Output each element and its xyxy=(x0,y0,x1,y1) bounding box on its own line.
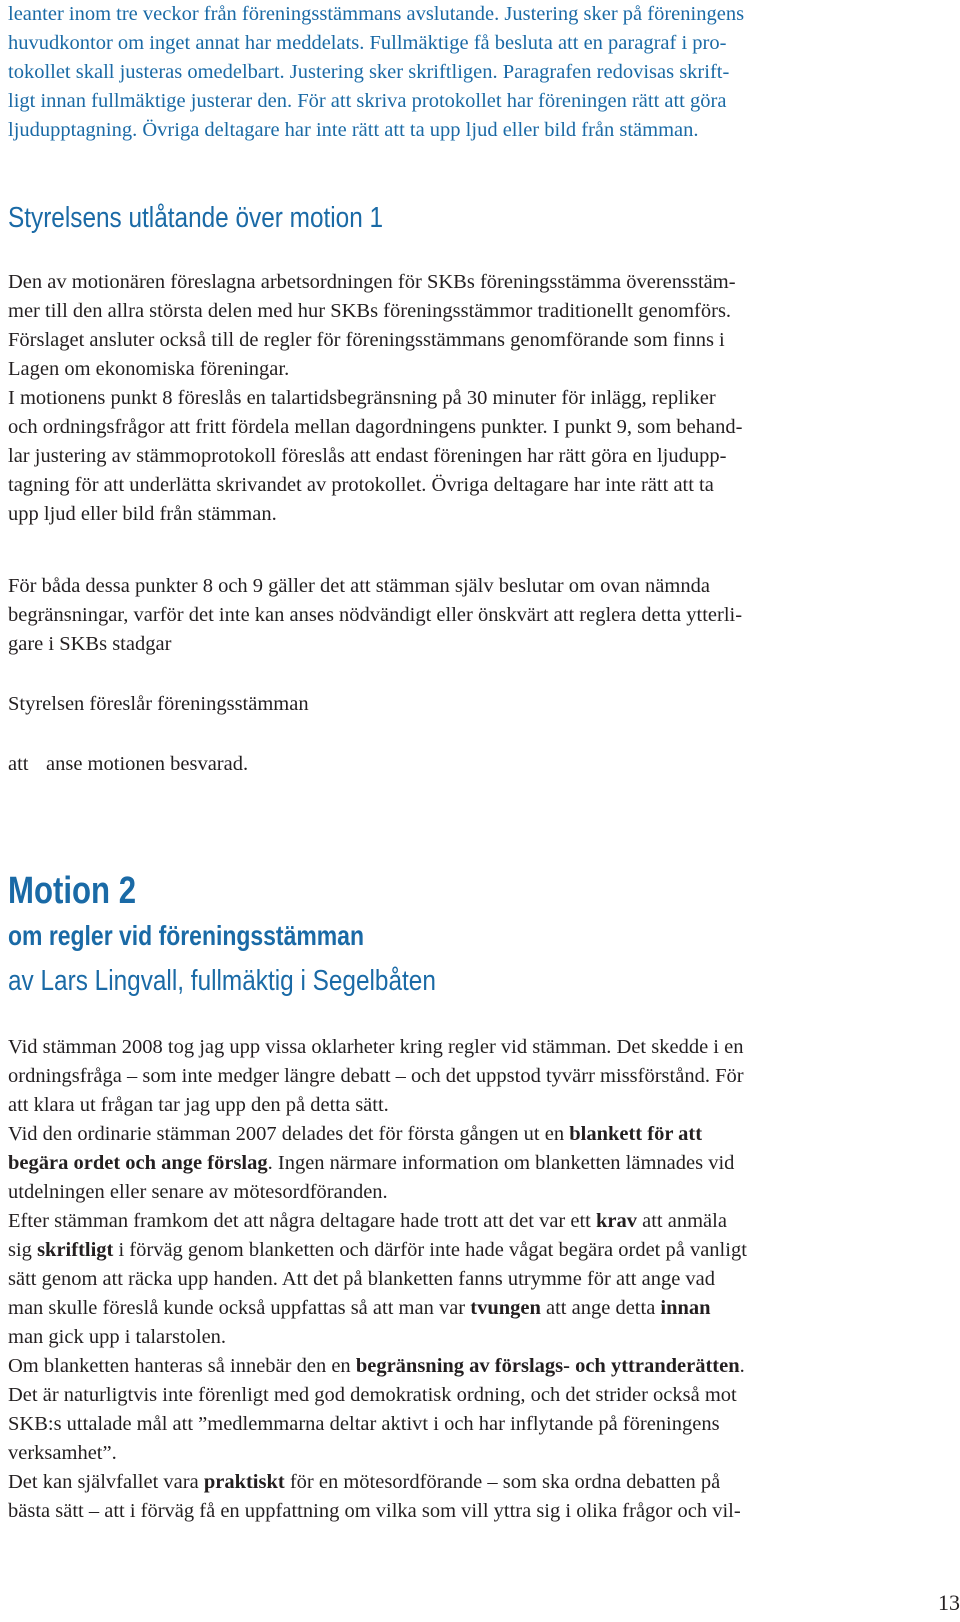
text-line xyxy=(8,1149,908,1178)
text-line: och ordningsfrågor att fritt fördela mellan dagordningens punkter. I punkt 9, som behand- xyxy=(8,416,743,438)
text-line xyxy=(8,1033,908,1062)
text-line xyxy=(8,1062,908,1091)
section1-heading: Styrelsens utlåtande över motion 1 xyxy=(8,202,384,234)
intro-line: ljudupptagning. Övriga deltagare har inte rätt att ta upp ljud eller bild från stämman. xyxy=(8,119,699,141)
section1-text-2 xyxy=(8,572,908,659)
text-segment: utdelningen eller senare av mötesordföranden. xyxy=(8,1181,388,1203)
bold-text: praktiskt xyxy=(203,1471,285,1493)
text-line xyxy=(8,1468,908,1497)
intro-text xyxy=(8,0,908,145)
bold-text: tvungen xyxy=(470,1297,541,1319)
bold-text: begära ordet och ange förslag xyxy=(8,1152,268,1174)
motion-title: Motion 2 xyxy=(8,870,137,912)
text-line: begränsningar, varför det inte kan anses nödvändigt eller önskvärt att reglera detta ytterli- xyxy=(8,604,743,626)
intro-line: tokollet skall justeras omedelbart. Justering sker skriftligen. Paragrafen redovisas skrift- xyxy=(8,61,730,83)
bold-text: skriftligt xyxy=(37,1239,114,1261)
bold-text: begränsning av förslags- och yttranderätten xyxy=(355,1355,740,1377)
text-segment: sig xyxy=(8,1239,38,1261)
board-decision xyxy=(8,750,908,779)
text-segment: att klara ut frågan tar jag upp den på detta sätt. xyxy=(8,1094,389,1116)
text-segment: man gick upp i talarstolen. xyxy=(8,1326,227,1348)
bold-text: innan xyxy=(660,1297,711,1319)
text-segment: Det är naturligtvis inte förenligt med god demokratisk ordning, och det strider också mot xyxy=(8,1384,737,1406)
text-line: Den av motionären föreslagna arbetsordningen för SKBs föreningsstämma överensstäm- xyxy=(8,271,736,293)
section1-paragraph-2 xyxy=(8,572,908,659)
text-line xyxy=(8,1410,908,1439)
text-line: mer till den allra största delen med hur SKBs föreningsstämmor traditionellt genomförs. xyxy=(8,300,732,322)
text-line: Förslaget ansluter också till de regler för föreningsstämmans genomförande som finns i xyxy=(8,329,725,351)
text-line xyxy=(8,1120,908,1149)
board-proposal xyxy=(8,690,908,719)
text-segment: att anmäla xyxy=(636,1210,727,1232)
intro-paragraph xyxy=(8,0,908,145)
section1-paragraph xyxy=(8,268,908,529)
text-line: tagning för att underlätta skrivandet av protokollet. Övriga deltagare har inte rätt att ta xyxy=(8,474,714,496)
decision-line xyxy=(8,750,908,779)
text-line: Lagen om ekonomiska föreningar. xyxy=(8,358,290,380)
intro-line: leanter inom tre veckor från föreningsstämmans avslutande. Justering sker på föreningens xyxy=(8,3,745,25)
intro-line: ligt innan fullmäktige justerar den. För att skriva protokollet har föreningen rätt att göra xyxy=(8,90,727,112)
text-line: För båda dessa punkter 8 och 9 gäller det att stämman själv beslutar om ovan nämnda xyxy=(8,575,710,597)
att-word: att xyxy=(8,753,29,775)
decision-text: anse motionen besvarad. xyxy=(46,753,249,775)
text-line xyxy=(8,1323,908,1352)
bold-text: blankett för att xyxy=(569,1123,703,1145)
text-segment: Det kan självfallet vara xyxy=(8,1471,204,1493)
motion-author: av Lars Lingvall, fullmäktig i Segelbåten xyxy=(8,965,436,997)
text-segment: SKB:s uttalade mål att ”medlemmarna deltar aktivt i och har inflytande på föreningens xyxy=(8,1413,720,1435)
text-segment: . xyxy=(739,1355,745,1377)
text-segment: Efter stämman framkom det att några deltagare hade trott att det var ett xyxy=(8,1210,596,1232)
text-line xyxy=(8,1381,908,1410)
motion-body xyxy=(8,1033,908,1526)
proposal-text: Styrelsen föreslår föreningsstämman xyxy=(8,693,309,715)
text-segment: sätt genom att räcka upp handen. Att det på blanketten fanns utrymme för att ange vad xyxy=(8,1268,716,1290)
text-line xyxy=(8,1207,908,1236)
text-line xyxy=(8,1178,908,1207)
text-line xyxy=(8,1265,908,1294)
text-line: I motionens punkt 8 föreslås en talartidsbegränsning på 30 minuter för inlägg, repliker xyxy=(8,387,716,409)
text-line xyxy=(8,1236,908,1265)
text-line xyxy=(8,1439,908,1468)
text-line xyxy=(8,1294,908,1323)
text-segment: Om blanketten hanteras så innebär den en xyxy=(8,1355,356,1377)
text-segment: . Ingen närmare information om blanketten lämnades vid xyxy=(267,1152,735,1174)
text-segment: man skulle föreslå kunde också uppfattas så att man var xyxy=(8,1297,471,1319)
text-segment: bästa sätt – att i förväg få en uppfattning om vilka som vill yttra sig i olika frågor och vil- xyxy=(8,1500,741,1522)
text-line xyxy=(8,1497,908,1526)
text-segment: för en mötesordförande – som ska ordna debatten på xyxy=(284,1471,721,1493)
page-number: 13 xyxy=(938,1590,960,1615)
section1-text xyxy=(8,268,908,529)
text-line: upp ljud eller bild från stämman. xyxy=(8,503,277,525)
motion-subtitle: om regler vid föreningsstämman xyxy=(8,920,364,951)
intro-line: huvudkontor om inget annat har meddelats. Fullmäktige få besluta att en paragraf i pro- xyxy=(8,32,727,54)
text-segment: Vid den ordinarie stämman 2007 delades det för första gången ut en xyxy=(8,1123,570,1145)
text-line xyxy=(8,1352,908,1381)
text-line xyxy=(8,1091,908,1120)
text-segment: verksamhet”. xyxy=(8,1442,117,1464)
text-segment: att ange detta xyxy=(540,1297,661,1319)
text-segment: ordningsfråga – som inte medger längre debatt – och det uppstod tyvärr missförstånd. För xyxy=(8,1065,744,1087)
text-segment: i förväg genom blanketten och därför inte hade vågat begära ordet på vanligt xyxy=(113,1239,747,1261)
bold-text: krav xyxy=(595,1210,637,1232)
text-segment: Vid stämman 2008 tog jag upp vissa oklarheter kring regler vid stämman. Det skedde i en xyxy=(8,1036,744,1058)
text-line: lar justering av stämmoprotokoll föreslås att endast föreningen har rätt göra en ljudupp- xyxy=(8,445,727,467)
text-line: gare i SKBs stadgar xyxy=(8,633,172,655)
motion-text xyxy=(8,1033,908,1526)
